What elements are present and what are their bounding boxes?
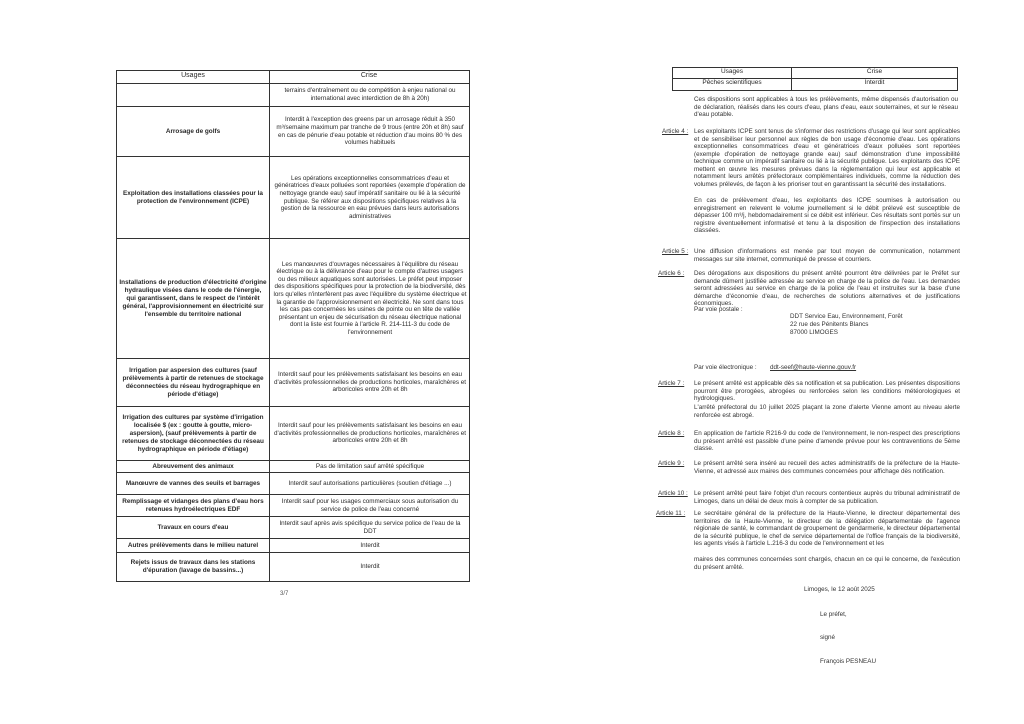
row-crise: Interdit sauf pour les prélèvements satisfaisant les besoins en eau d'activités professionnelles de productions horticoles, maraîchères et arboricoles entre 20h et 8h (274, 422, 466, 445)
row-crise: Interdit (864, 79, 885, 86)
table-row (117, 473, 469, 495)
table-row (117, 107, 469, 157)
table-row (117, 461, 469, 473)
row-crise: terrains d'entraînement ou de compétition à enjeu national ou international avec interdiction de 8h à 20h) (284, 86, 456, 102)
article-4-text: Les exploitants ICPE sont tenus de s'informer des restrictions d'usage qui leur sont applicables et de sensibiliser leur personnel aux règles de bon usage d'économie d'eau. Les opérations exceptionnelles consommatrices d'eau et génératrices d'eaux polluées sont reportées (exemple d'opération de nettoyage grande eau) sauf démonstration d'une impossibilité technique comme un impératif sanitaire ou lié à la sécurité publique. Les exploitants des ICPE mettent en œuvre les mesures prévues dans la réglementation qui leur est applicable et notamment leurs arrêtés préfectoraux complémentaires individuels, comme la réduction des volumes prélevés, de façon à les prioriser tout en garantissant la sécurité des installations. (694, 128, 960, 188)
signature-date: Limoges, le 12 août 2025 (804, 586, 875, 593)
article-7-text-2: L'arrêté préfectoral du 10 juillet 2025 plaçant la zone d'alerte Vienne amont au niveau alerte renforcée est abrogé. (694, 404, 960, 419)
address-line-1: DDT Service Eau, Environnement, Forêt (790, 313, 903, 320)
row-usage: Irrigation des cultures par système d'irrigation localisée $ (ex : goutte à goutte, micro-aspersion), (sauf prélèvements à partir de retenues de stockage déconnectées du réseau hydrographique en période d'étiage) (122, 413, 264, 453)
row-usage (119, 83, 267, 106)
row-crise: Pas de limitation sauf arrêté spécifique (315, 462, 425, 470)
email-link[interactable]: ddt-seef@haute-vienne.gouv.fr (770, 364, 857, 371)
table-row (117, 83, 469, 107)
signature-signed: signé (820, 634, 836, 641)
article-7-label: Article 7 : (658, 380, 685, 387)
row-crise: Interdit (360, 541, 380, 549)
header-usages: Usages (673, 68, 791, 79)
page-number: 3/7 (280, 591, 289, 597)
row-usage: Arrosage de golfs (165, 127, 221, 135)
header-crise: Crise (360, 72, 378, 79)
article-8-label: Article 8 : (658, 430, 685, 437)
row-crise: Interdit sauf pour les usages commerciaux sous autorisation du service de police de l'eau concerné (281, 497, 459, 513)
article-6-text: Des dérogations aux dispositions du présent arrêté pourront être délivrées par le Préfet sur demande dûment justifiée adressée au service en charge de la police de l'eau. Les demandes seront adressées au service en charge de la police de l'eau et instruites sur la base d'une démarche d'économie d'eau, de recherches de solutions alternatives et de justifications économiques. (694, 270, 960, 307)
restrictions-table (116, 70, 470, 582)
row-usage: Rejets issus de travaux dans les stations d'épuration (lavage de bassins...) (130, 559, 256, 574)
table-row (117, 553, 469, 581)
table-row (117, 359, 469, 407)
header-usages: Usages (181, 72, 205, 79)
article-11-label: Article 11 : (656, 510, 686, 517)
table-row (117, 157, 469, 239)
row-crise: Les opérations exceptionnelles consommatrices d'eau et génératrices d'eaux polluées sont reportées (exemple d'opération de nettoyage grande eau) sauf impératif sanitaire ou lié à la sécurité publique. Se référer aux dispositions spécifiques relatives à la gestion de la ressource en eau prévues dans leurs autorisations administratives (274, 174, 466, 220)
row-crise: Interdit sauf après avis spécifique du service police de l'eau de la DDT (279, 519, 461, 535)
row-usage: Exploitation des installations classées pour la protection de l'environnement (ICPE) (123, 189, 263, 205)
article-9-text: Le présent arrêté sera inséré au recueil des actes administratifs de la préfecture de la Haute-Vienne, et adressé aux maires des communes concernées pour affichage dès notification. (694, 460, 960, 475)
row-usage: Pêches scientifiques (702, 79, 762, 86)
postal-label: Par voie postale : (694, 306, 743, 313)
intro-paragraph: Ces dispositions sont applicables à tous les prélèvements, même dispensés d'autorisation ou de déclaration, réalisés dans les cours d'eau, plans d'eau, eaux souterraines, et sur le réseau d'eau potable. (694, 96, 958, 118)
article-11-text: Le secrétaire général de la préfecture de la Haute-Vienne, le directeur départemental des territoires de la Haute-Vienne, le directeur de la délégation départementale de l'agence régionale de santé, le commandant de groupement de gendarmerie, le directeur départemental de la sécurité publique, le chef de service départemental de l'office français de la biodiversité, les agents visés à l'article L.216-3 du code de l'environnement et les (694, 510, 960, 547)
row-usage: Remplissage et vidanges des plans d'eau hors retenues hydroélectriques EDF (122, 497, 264, 513)
article-4-text-2: En cas de prélèvement d'eau, les exploitants des ICPE soumises à autorisation ou enregistrement en relevent le volume journellement si le débit prélevé est susceptible de dépasser 100 m³/j, hebdomadairement si ce débit est inférieur. Ces résultats sont portés sur un registre éventuellement informatisé et tenu à la disposition de l'inspection des installations classées. (694, 197, 960, 234)
article-4-label: Article 4 : (662, 128, 689, 135)
row-usage: Manœuvre de vannes des seuils et barrages (125, 479, 261, 487)
table-row (117, 407, 469, 461)
row-crise: Les manœuvres d'ouvrages nécessaires à l'équilibre du réseau électrique ou à la délivrance d'eau pour le compte d'autres usagers ou des milieux aquatiques sont autorisées. Le préfet peut imposer des dispositions spécifiques pour la protection de la biodiversité, dès lors qu'elles n'interfèrent pas avec l'équilibre du système électrique et la garantie de l'approvisionnement en électricité. Ne sont dans tous les cas pas concernées les usines de pointe ou en tête de vallée présentant un enjeu de sécurisation du réseau électrique national dont la liste est fournie à l'article R. 214-111-3 du code de l'environnement (273, 260, 467, 336)
row-crise: Interdit à l'exception des greens par un arrosage réduit à 350 m³/semaine maximum par tranche de 9 trous (entre 20h et 8h) sauf en cas de pénurie d'eau potable et réduction d'au moins 80 % des volumes habituels (276, 116, 464, 147)
row-usage: Autres prélèvements dans le milieu naturel (127, 541, 259, 549)
row-crise: Interdit (360, 563, 380, 571)
table-row (117, 539, 469, 553)
row-crise: Interdit sauf pour les prélèvements satisfaisant les besoins en eau d'activités professionnelles de productions horticoles, maraîchères et arboricoles entre 20h et 8h (274, 371, 466, 394)
address-line-2: 22 rue des Pénitents Blancs (790, 321, 869, 328)
table-row (117, 495, 469, 517)
table-row (117, 517, 469, 539)
article-6-label: Article 6 : (658, 270, 685, 277)
signature-title: Le préfet, (820, 611, 847, 618)
row-usage: Travaux en cours d'eau (157, 523, 229, 531)
row-crise: Interdit sauf autorisations particulières (soutien d'étiage ...) (288, 479, 452, 487)
row-usage: Installations de production d'électricité d'origine hydraulique visées dans le code de l'énergie, qui garantissent, dans le respect de l'intérêt général, l'approvisionnement en électricité sur l'ensemble du territoire national (119, 278, 267, 318)
table-row (117, 239, 469, 359)
fishing-table (672, 67, 958, 91)
article-5-text: Une diffusion d'informations est menée par tout moyen de communication, notamment messages sur site internet, communiqué de presse et courriers. (694, 248, 960, 263)
address-line-3: 87000 LIMOGES (790, 329, 838, 336)
article-9-label: Article 9 : (658, 460, 685, 467)
article-7-text: Le présent arrêté est applicable dès sa notification et sa publication. Les présentes dispositions pourront être prorogées, abrogées ou renforcées selon les conditions météorologiques et hydrologiques. (694, 380, 960, 402)
email-label: Par voie électronique : (694, 364, 757, 371)
header-crise: Crise (792, 68, 957, 79)
signature-name: François PESNEAU (820, 658, 876, 665)
article-8-text: En application de l'article R216-9 du code de l'environnement, le non-respect des prescriptions du présent arrêté est passible d'une peine d'amende prévue pour les contraventions de 5ème classe. (694, 430, 960, 452)
article-5-label: Article 5 : (662, 248, 689, 255)
article-11-text-2: maires des communes concernées sont chargés, chacun en ce qui le concerne, de l'exécution du présent arrêté. (694, 556, 960, 571)
row-usage: Abreuvement des animaux (152, 462, 234, 470)
article-10-label: Article 10 : (658, 490, 688, 497)
article-10-text: Le présent arrêté peut faire l'objet d'un recours contentieux auprès du tribunal administratif de Limoges, dans un délai de deux mois à compter de sa publication. (694, 490, 960, 505)
row-usage: Irrigation par aspersion des cultures (sauf prélèvements à partir de retenues de stockage déconnectées du réseau hydrographique en période d'étiage) (122, 366, 264, 398)
